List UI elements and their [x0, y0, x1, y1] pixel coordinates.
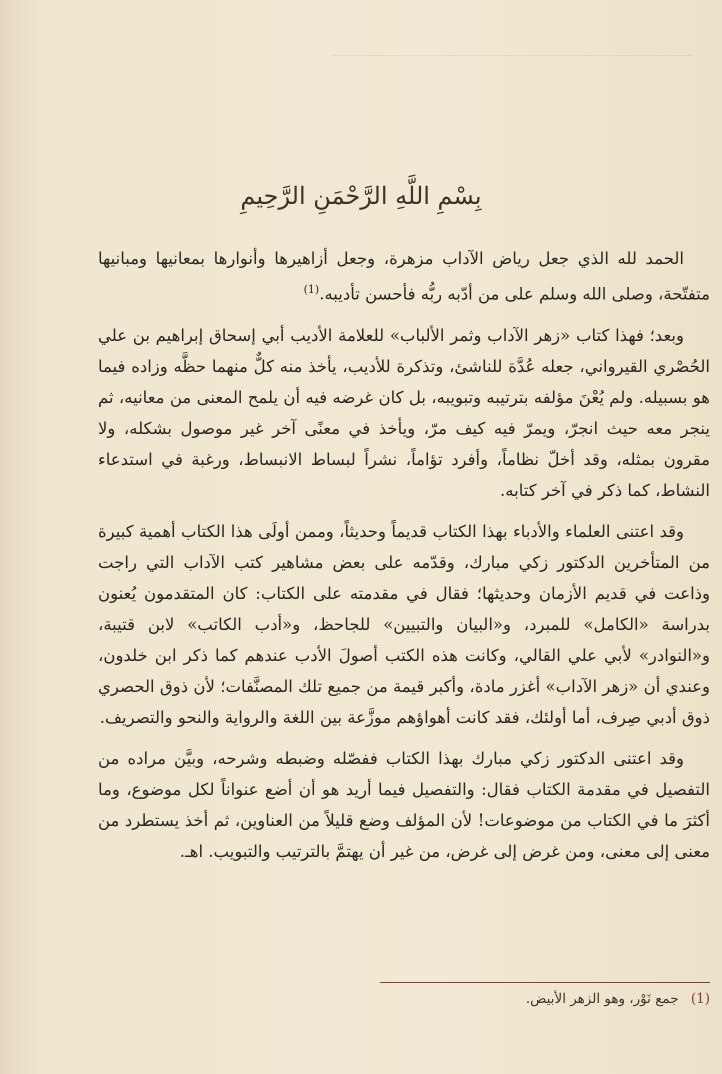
basmala-heading: بِسْمِ اللَّهِ الرَّحْمَنِ الرَّحِيمِ	[240, 182, 482, 210]
paragraph-4: وقد اعتنى الدكتور زكي مبارك بهذا الكتاب ففصّله وضبطه وشرحه، وبيَّن مراده من التفصيل في مقدمة الكتاب فقال: والتفصيل فيما أريد هو أن أضع عنواناً لكل موضوع، وما أكثرَ ما في الكتاب من موضوعات! لأن المؤلف وضع قليلاً من العناوين، ثم أخذ يستطرد من معنى إلى معنى، ومن غرض إلى غرض، من غير أن يهتمَّ بالترتيب والتبويب. اهـ.	[98, 748, 710, 861]
paragraph-2: وبعد؛ فهذا كتاب «زهر الآداب وثمر الألباب» للعلامة الأديب أبي إسحاق إبراهيم بن علي الحُصْري القيرواني، جعله عُدَّة للناشئ، وتذكرة للأديب، يأخذ منه كلٌّ منهما حظَّه وزاده فيما هو بسبيله. ولم يُعْنَ مؤلفه بترتيبه وتبويبه، بل كان غرضه فيه أن يلمح المعنى من معانيه، ثم ينجر معه حيث انجرّ، ويمرّ فيه كيف مرّ، ويأخذ في معنًى آخر غير موصول بشكله، ولا مقرون بمثله، وقد أخلّ نظاماً، وأفرد تؤاماً، نشراً لبساط الانبساط، ورغبة في استدعاء النشاط، كما ذكر في آخر كتابه.	[98, 325, 710, 500]
footnote-divider	[380, 982, 710, 983]
paragraph-3: وقد اعتنى العلماء والأدباء بهذا الكتاب قديماً وحديثاً، وممن أولَى هذا الكتاب أهمية كبيرة من المتأخرين الدكتور زكي مبارك، وقدّمه على بعض مشاهير كتب الآداب التي راجت وذاعت في قديم الأزمان وحديثها؛ فقال في مقدمته على الكتاب: كان المتقدمون يُعنون بدراسة «الكامل» للمبرد، و«البيان والتبيين» للجاحظ، و«أدب الكاتب» لابن قتيبة، و«النوادر» لأبي علي القالي، وكانت هذه الكتب أصولَ الأدب عندهم كما ذكر ابن خلدون، وعندي أن «زهر الآداب» أغزر مادة، وأكبر قيمة من جميع تلك المصنَّفات؛ لأن ذوق الحصري ذوق أدبي صِرف، أما أولئك، فقد كانت أهواؤهم موزَّعة بين اللغة والرواية والنحو والتصريف.	[98, 521, 710, 727]
paragraph-1-text: الحمد لله الذي جعل رياض الآداب مزهرة، وجعل أزاهيرها وأنوارها بمعانيها ومبانيها متفتّحة، وصلى الله وسلم على من أدّبه ربُّه فأحسن تأديبه.	[98, 249, 710, 304]
footnote-number: (1)	[690, 991, 710, 1007]
footnote-text: جمع نَوْر، وهو الزهر الأبيض.	[525, 991, 679, 1007]
footnote-reference: (1)	[303, 283, 320, 296]
bleed-through-shadow	[332, 55, 692, 86]
footnote	[110, 991, 710, 1007]
paragraph-1	[98, 243, 710, 310]
main-text	[98, 243, 710, 877]
